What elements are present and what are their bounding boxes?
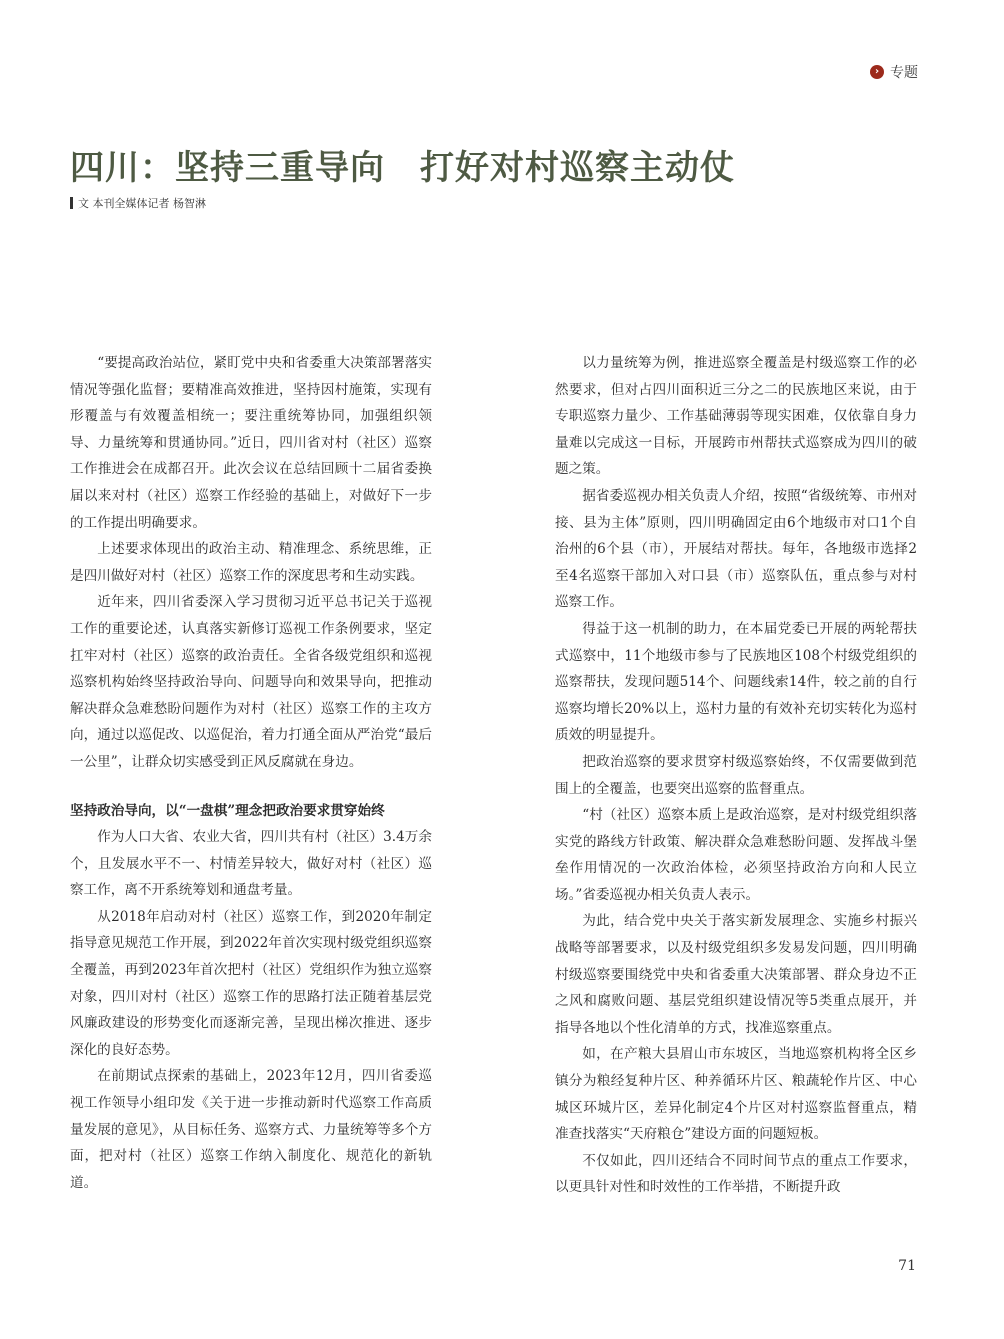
paragraph: 作为人口大省、农业大省，四川共有村（社区）3.4万余个，且发展水平不一、村情差异较大，做好对村（社区）巡察工作，离不开系统筹划和通盘考量。 <box>70 829 432 899</box>
left-column <box>70 350 432 1196</box>
paragraph: 在前期试点探索的基础上，2023年12月，四川省委巡视工作领导小组印发《关于进一步推动新时代巡察工作高质量发展的意见》，从目标任务、巡察方式、力量统筹等多个方面，把对村（社区）巡察工作纳入制度化、规范化的新轨道。 <box>70 1068 432 1191</box>
paragraph: 不仅如此，四川还结合不同时间节点的重点工作要求，以更具针对性和时效性的工作举措，不断提升政 <box>555 1152 917 1196</box>
section-tag <box>870 62 918 82</box>
paragraph: 得益于这一机制的助力，在本届党委已开展的两轮帮扶式巡察中，11个地级市参与了民族地区108个村级党组织的巡察帮扶，发现问题514个、问题线索14件，较之前的自行巡察均增长20%以上，巡村力量的有效补充切实转化为巡村质效的明显提升。 <box>555 620 917 744</box>
page-number: 71 <box>898 1258 916 1274</box>
paragraph: 以力量统筹为例，推进巡察全覆盖是村级巡察工作的必然要求，但对占四川面积近三分之二的民族地区来说，由于专职巡察力量少、工作基础薄弱等现实困难，仅依靠自身力量难以完成这一目标，开展跨市州帮扶式巡察成为四川的破题之策。 <box>555 355 917 478</box>
byline-bar <box>70 197 73 209</box>
chevron-right-circle-icon: › <box>870 65 884 79</box>
right-column <box>555 350 917 1201</box>
paragraph: 近年来，四川省委深入学习贯彻习近平总书记关于巡视工作的重要论述，认真落实新修订巡视工作条例要求，坚定扛牢对村（社区）巡察的政治责任。全省各级党组织和巡视巡察机构始终坚持政治导向、问题导向和效果导向，把推动解决群众急难愁盼问题作为对村（社区）巡察工作的主攻方向，通过以巡促改、以巡促治，着力打通全面从严治党“最后一公里”，让群众切实感受到正风反腐就在身边。 <box>70 594 432 770</box>
paragraph: 把政治巡察的要求贯穿村级巡察始终，不仅需要做到范围上的全覆盖，也要突出巡察的监督重点。 <box>555 753 917 797</box>
section-label: 专题 <box>890 65 918 81</box>
paragraph: 上述要求体现出的政治主动、精准理念、系统思维，正是四川做好对村（社区）巡察工作的深度思考和生动实践。 <box>70 541 432 584</box>
paragraph: 从2018年启动对村（社区）巡察工作，到2020年制定指导意见规范工作开展，到2022年首次实现村级党组织巡察全覆盖，再到2023年首次把村（社区）党组织作为独立巡察对象，四川对村（社区）巡察工作的思路打法正随着基层党风廉政建设的形势变化而逐渐完善，呈现出梯次推进、逐步深化的良好态势。 <box>70 908 432 1058</box>
paragraph: 为此，结合党中央关于落实新发展理念、实施乡村振兴战略等部署要求，以及村级党组织多发易发问题，四川明确村级巡察要围绕党中央和省委重大决策部署、群众身边不正之风和腐败问题、基层党组织建设情况等5类重点展开，并指导各地以个性化清单的方式，找准巡察重点。 <box>555 913 917 1036</box>
byline-text: 文 本刊全媒体记者 杨智淋 <box>78 197 206 210</box>
byline <box>70 195 206 211</box>
paragraph: “村（社区）巡察本质上是政治巡察，是对村级党组织落实党的路线方针政策、解决群众急难愁盼问题、发挥战斗堡垒作用情况的一次政治体检，必须坚持政治方向和人民立场。”省委巡视办相关负责人表示。 <box>555 807 917 903</box>
paragraph: “要提高政治站位，紧盯党中央和省委重大决策部署落实情况等强化监督；要精准高效推进，坚持因村施策，实现有形覆盖与有效覆盖相统一；要注重统筹协同，加强组织领导、力量统筹和贯通协同。”近日，四川省对村（社区）巡察工作推进会在成都召开。此次会议在总结回顾十二届省委换届以来对村（社区）巡察工作经验的基础上，对做好下一步的工作提出明确要求。 <box>70 355 432 531</box>
article-title: 四川：坚持三重导向 打好对村巡察主动仗 <box>70 148 735 188</box>
section-subheading: 坚持政治导向，以“一盘棋”理念把政治要求贯穿始终 <box>70 802 385 819</box>
paragraph: 如，在产粮大县眉山市东坡区，当地巡察机构将全区乡镇分为粮经复种片区、种养循环片区、粮蔬轮作片区、中心城区环城片区，差异化制定4个片区对村巡察监督重点，精准查找落实“天府粮仓”建设方面的问题短板。 <box>555 1046 917 1143</box>
paragraph: 据省委巡视办相关负责人介绍，按照“省级统筹、市州对接、县为主体”原则，四川明确固定由6个地级市对口1个自治州的6个县（市），开展结对帮扶。每年，各地级市选择2至4名巡察干部加入对口县（市）巡察队伍，重点参与对村巡察工作。 <box>555 487 917 611</box>
